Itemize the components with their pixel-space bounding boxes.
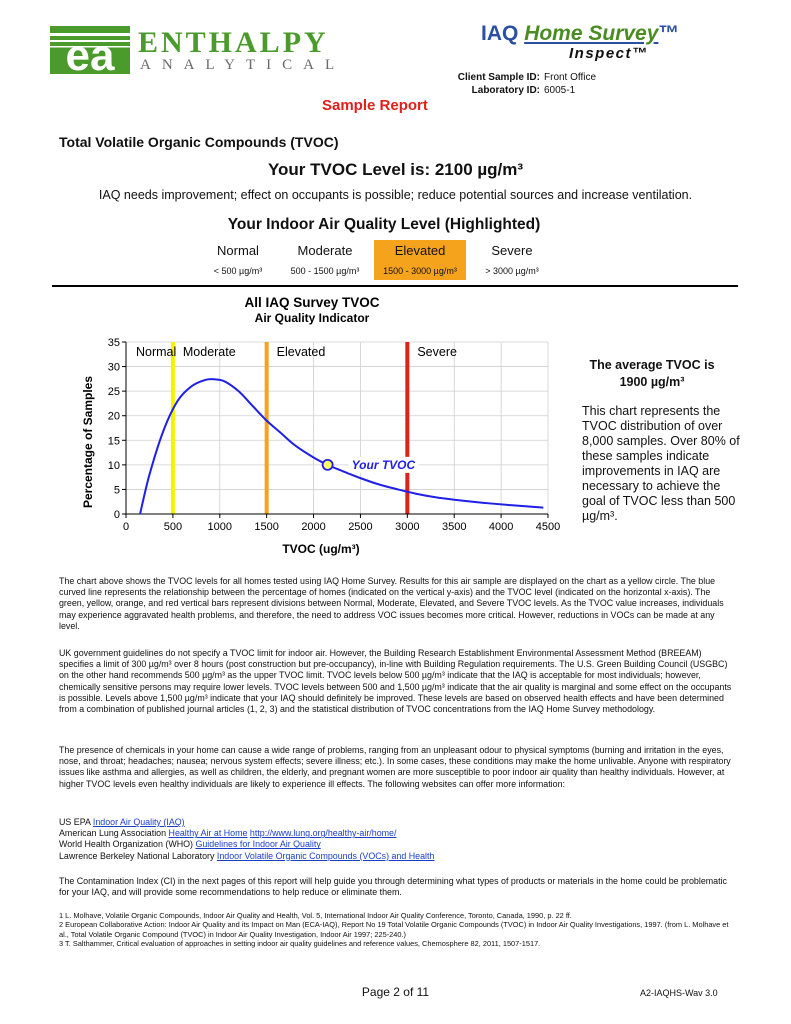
- level-moderate: [282, 240, 368, 280]
- average-tvoc-line1: The average TVOC is: [589, 358, 715, 372]
- your-tvoc-marker: [323, 460, 333, 470]
- level-range: 500 - 1500 µg/m³: [290, 266, 360, 276]
- x-tick-label: 500: [163, 521, 183, 533]
- logo-wordmark: ENTHALPY: [138, 26, 329, 59]
- tvoc-level-heading: Your TVOC Level is: 2100 µg/m³: [267, 160, 524, 179]
- link-who-guidelines[interactable]: Guidelines for Indoor Air Quality: [195, 839, 321, 850]
- chart-subtitle: Air Quality Indicator: [254, 311, 370, 325]
- trademark: ™: [658, 22, 680, 45]
- reference-1: 1 L. Molhave, Volatile Organic Compounds, Indoor Air Quality and Health, Vol. 5, International Indoor Air Quality Conference, Toronto, Canada, 1990, p. 22 ff.: [59, 911, 572, 920]
- section-title: Total Volatile Organic Compounds (TVOC): [59, 134, 339, 150]
- x-tick-label: 4000: [488, 521, 514, 533]
- y-tick-label: 10: [107, 459, 120, 472]
- y-tick-label: 30: [107, 361, 120, 374]
- inspect-subtitle: Inspect™: [569, 45, 649, 62]
- enthalpy-logo-mark: [50, 26, 130, 74]
- x-tick-label: 3000: [395, 521, 420, 533]
- link-healthy-air-at-home[interactable]: Healthy Air at Home: [168, 828, 248, 839]
- reference-3: 3 T. Salthammer, Critical evaluation of approaches in setting indoor air quality guidelines and reference values, Chemosphere 82, 2011, 1507-1517.: [59, 938, 541, 948]
- chart-gridlines: [126, 342, 548, 514]
- level-name: Severe: [491, 243, 533, 258]
- indoor-air-quality-heading: Your Indoor Air Quality Level (Highlighted): [227, 216, 541, 233]
- level-name: Moderate: [297, 243, 353, 258]
- resource-prefix: American Lung Association: [59, 828, 169, 839]
- advice-text: IAQ needs improvement; effect on occupants is possible; reduce potential sources and increase ventilation.: [98, 188, 693, 202]
- level-range: > 3000 µg/m³: [485, 266, 539, 276]
- section-divider: [52, 285, 738, 287]
- level-normal: [200, 240, 276, 280]
- iaq-prefix: IAQ: [481, 22, 519, 45]
- y-tick-label: 15: [107, 435, 120, 448]
- y-tick-label: 0: [113, 509, 120, 521]
- x-tick-label: 3500: [441, 521, 467, 533]
- client-sample-label: Client Sample ID:: [457, 72, 540, 83]
- iaq-home-survey-title: [481, 22, 679, 46]
- y-tick-label: 35: [107, 337, 120, 349]
- logo-mark-text: ea: [65, 31, 115, 74]
- resource-us-epa: [59, 817, 735, 828]
- x-tick-label: 0: [122, 521, 130, 533]
- paragraph-guidelines: UK government guidelines do not specify a TVOC limit for indoor air. However, the Building Research Establishment Environmental Assessment Method (BREEAM) specifies a limit of 300 µg/m³ over 8 hours (post construction but pre-occupancy), in-line with Building Regulation requirements. The U.S. Green Building Council (USGBC) on the other hand recommends 500 µg/m³ as the upper TVOC limit. TVOC levels below 500 µg/m³ indicate that the IAQ is acceptable for most individuals; however, chemically sensitive persons may require lower levels. TVOC levels between 500 and 1,500 µg/m³ indicate that the air quality is marginal and some effect on the occupants is possible. Levels above 1,500 µg/m³ indicate that your IAQ should definitely be improved. These levels are based on observed health effects and have been determined from a combination of published journal articles (1, 2, 3) and the statistical distribution of TVOC concentrations from the IAQ Home Survey methodology.: [59, 648, 732, 715]
- y-tick-label: 25: [107, 386, 120, 399]
- paragraph-health-effects: The presence of chemicals in your home can cause a wide range of problems, ranging from an unpleasant odour to physical symptoms (burning and irritation in the eyes, nose, and throat; headaches; nausea; nervous system effects; severe illness; etc.). In some cases, these conditions may make the home unlivable. Anyone with respiratory issues like asthma and allergies, as well as children, the elderly, and pregnant women are more susceptible to poor indoor air quality than healthy individuals. However, at higher TVOC levels even healthy individuals are likely to experience ill effects. The following websites can offer more information:: [59, 745, 731, 789]
- logo-subtitle: ANALYTICAL: [140, 57, 346, 73]
- level-range: < 500 µg/m³: [213, 266, 263, 276]
- lab-id-row: [456, 85, 575, 96]
- link-indoor-air-quality[interactable]: Indoor Air Quality (IAQ): [92, 817, 185, 827]
- sample-report-heading: Sample Report: [322, 97, 428, 114]
- client-sample-row: [456, 72, 596, 83]
- resource-links: [59, 817, 735, 862]
- document-code: A2-IAQHS-Wav 3.0: [640, 988, 718, 998]
- level-severe: [474, 240, 550, 280]
- your-tvoc-label: Your TVOC: [351, 457, 416, 472]
- chart-description: This chart represents the TVOC distribution of over 8,000 samples. Over 80% of these samples indicate improvements in IAQ are necessary to achieve the goal of TVOC less than 500 µg/m³.: [582, 404, 740, 523]
- paragraph-chart-explanation: The chart above shows the TVOC levels for all homes tested using IAQ Home Survey. Results for this air sample are displayed on the chart as a yellow circle. The blue curved line represents the relationship between the percentage of homes (indicated on the vertical y-axis) and the TVOC level (indicated on the horizontal x-axis). The green, yellow, orange, and red vertical bars represent divisions between Normal, Moderate, Elevated, and Severe TVOC levels. As the TVOC value increases, individuals may experience aggravated health problems, and therefore, the need to address VOC issues becomes more critical. However, reductions in VOCs can be made at any level.: [59, 576, 724, 631]
- x-tick-label: 2000: [301, 521, 326, 533]
- resource-who: [59, 839, 735, 850]
- resource-lbnl: [59, 851, 735, 862]
- level-name: Normal: [217, 243, 259, 258]
- link-lbnl-vocs[interactable]: Indoor Volatile Organic Compounds (VOCs) and Health: [216, 850, 435, 861]
- x-tick-label: 4500: [535, 521, 561, 533]
- references: [59, 911, 739, 948]
- resource-prefix: World Health Organization (WHO): [59, 839, 196, 850]
- home-survey-text: Home Survey: [524, 22, 659, 45]
- lab-id-value: 6005-1: [544, 85, 576, 96]
- zone-label-moderate: Moderate: [182, 345, 236, 359]
- zone-divider-lines: [173, 342, 407, 514]
- level-range: 1500 - 3000 µg/m³: [383, 266, 457, 276]
- reference-2: 2 European Collaborative Action: Indoor Air Quality and its Impact on Man (ECA-IAQ), Report No 19 Total Volatile Organic Compounds (TVOC) in Indoor Air Quality Investigations, 1997. (from L. Molhave et al., Total Volatile Organic Compound (TVOC) in Indoor Air Quality Investigation, Indoor Air 1997; 225-240.): [59, 920, 729, 939]
- tvoc-distribution-chart: [70, 290, 570, 565]
- level-elevated-highlighted: [374, 240, 466, 280]
- page-number: Page 2 of 11: [361, 985, 430, 999]
- average-tvoc-line2: 1900 µg/m³: [619, 375, 685, 389]
- link-lung-org-url[interactable]: http://www.lung.org/healthy-air/home/: [249, 828, 397, 839]
- level-name: Elevated: [394, 243, 446, 258]
- chart-series: [140, 379, 543, 514]
- resource-lung-association: [59, 828, 735, 839]
- zone-label-severe: Severe: [417, 345, 457, 359]
- average-tvoc: [578, 357, 726, 391]
- zone-label-elevated: Elevated: [276, 345, 326, 359]
- x-axis-label: TVOC (ug/m³): [282, 542, 360, 556]
- client-sample-value: Front Office: [544, 72, 597, 83]
- resource-prefix: US EPA: [59, 817, 93, 827]
- y-tick-label: 20: [107, 410, 120, 423]
- x-tick-label: 1000: [207, 521, 233, 533]
- x-tick-label: 2500: [348, 521, 373, 533]
- distribution-curve: [140, 379, 543, 514]
- resource-prefix: Lawrence Berkeley National Laboratory: [59, 850, 217, 861]
- paragraph-contamination-index: The Contamination Index (CI) in the next pages of this report will help guide you through determining what types of products or materials in the home could be problematic for your IAQ, and will provide some recommendations to help reduce or eliminate them.: [59, 876, 727, 898]
- x-tick-label: 1500: [254, 521, 279, 533]
- y-axis-label: Percentage of Samples: [81, 375, 95, 509]
- lab-id-label: Laboratory ID:: [471, 85, 540, 96]
- chart-title: All IAQ Survey TVOC: [244, 295, 380, 310]
- zone-label-normal: Normal: [136, 345, 177, 359]
- y-tick-label: 5: [113, 484, 120, 497]
